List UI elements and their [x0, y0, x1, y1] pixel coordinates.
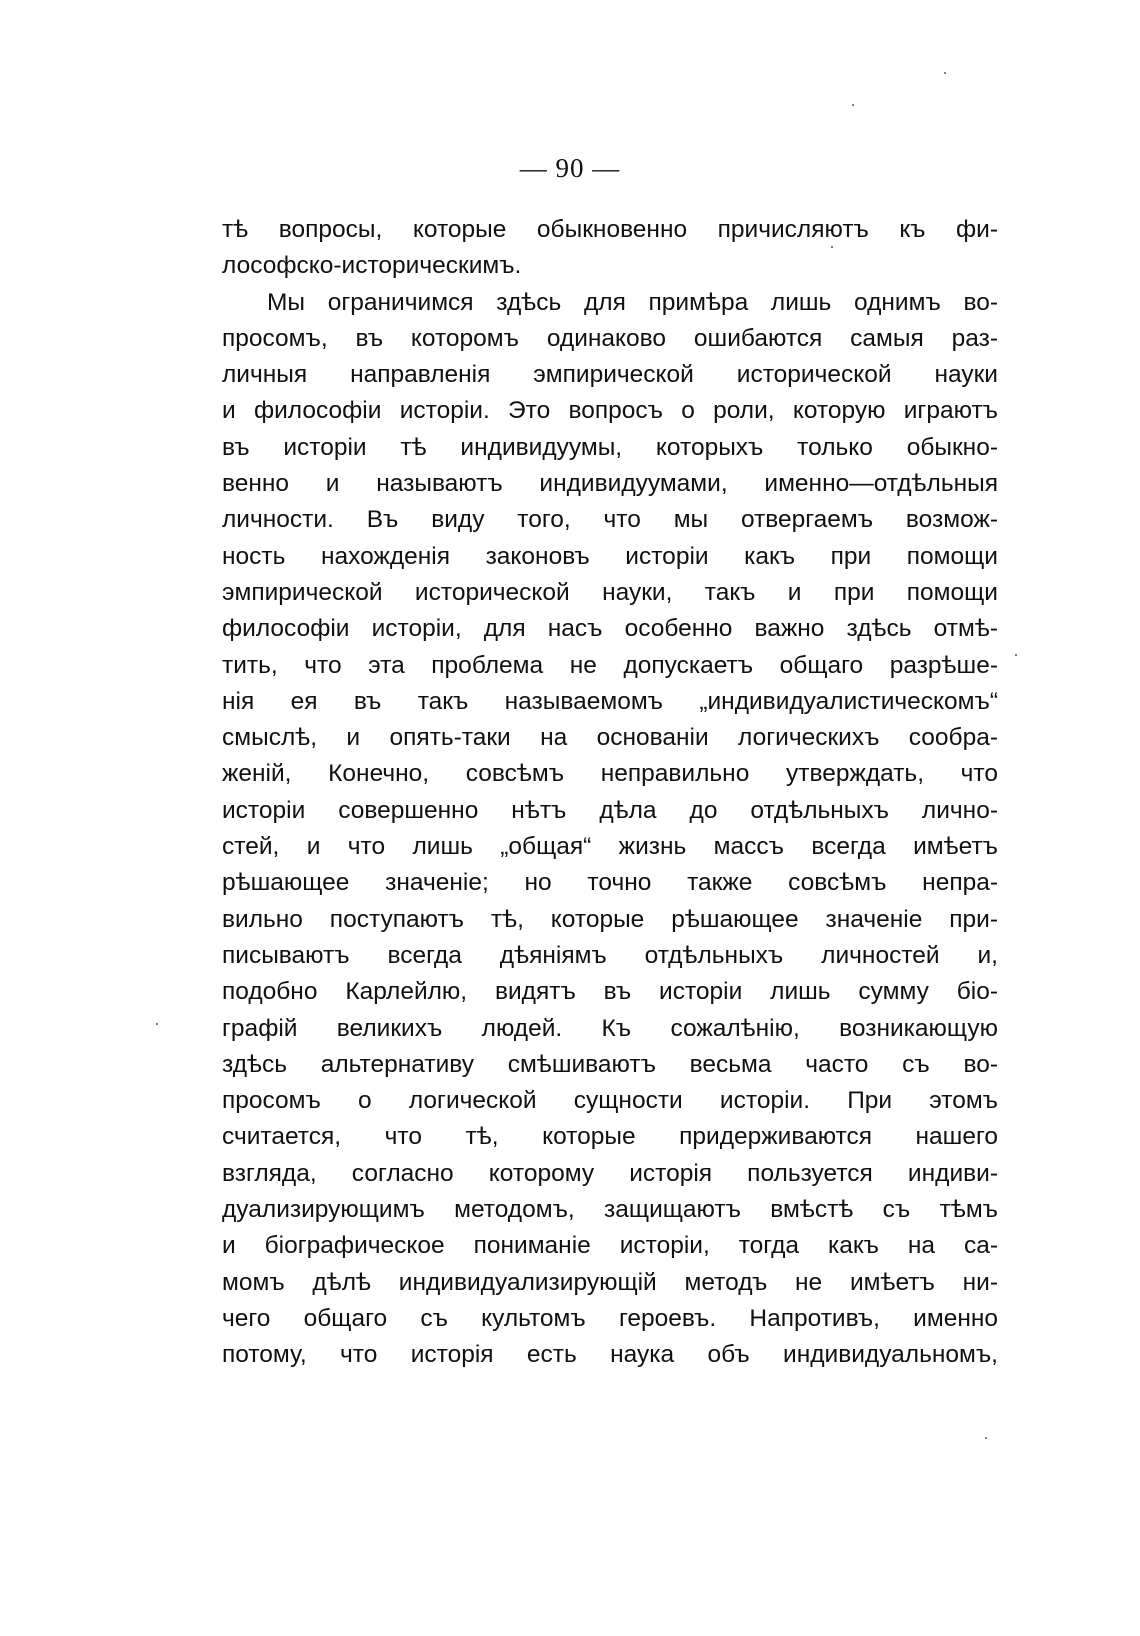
text-line: здѣсь альтернативу смѣшиваютъ весьма часто съ во-	[222, 1050, 998, 1078]
page-number: — 90 —	[519, 153, 621, 183]
text-line: графій великихъ людей. Къ сожалѣнію, возникающую	[222, 1014, 998, 1042]
text-line: тѣ вопросы, которые обыкновенно причисляютъ къ фи-	[222, 216, 998, 243]
text-line: рѣшающее значеніе; но точно также совсѣмъ непра-	[222, 869, 998, 897]
text-line: взгляда, согласно которому исторія пользуется индиви-	[222, 1159, 998, 1187]
text-line: Мы ограничимся здѣсь для примѣра лишь однимъ во-	[267, 288, 998, 316]
text-line: венно и называютъ индивидуумами, именно—отдѣльныя	[222, 470, 998, 498]
text-line: стей, и что лишь „общая“ жизнь массъ всегда имѣетъ	[222, 833, 998, 861]
scan-speck	[985, 1437, 987, 1439]
text-line: писываютъ всегда дѣяніямъ отдѣльныхъ личностей и,	[222, 941, 998, 969]
text-line: личности. Въ виду того, что мы отвергаемъ возмож-	[222, 506, 998, 534]
scan-speck	[944, 72, 946, 74]
text-line: эмпирической исторической науки, такъ и при помощи	[222, 578, 998, 606]
text-line: личныя направленія эмпирической исторической науки	[222, 361, 998, 389]
text-line: женій, Конечно, совсѣмъ неправильно утверждать, что	[222, 760, 998, 788]
text-line: нія ея въ такъ называемомъ „индивидуалистическомъ“	[222, 687, 998, 715]
scan-speck	[156, 1023, 158, 1025]
body-text	[222, 212, 998, 1374]
text-line: вильно поступаютъ тѣ, которые рѣшающее значеніе при-	[222, 905, 998, 933]
text-line: тить, что эта проблема не допускаетъ общаго разрѣше-	[222, 651, 998, 679]
text-line: дуализирующимъ методомъ, защищаютъ вмѣстѣ съ тѣмъ	[222, 1196, 998, 1224]
text-line: просомъ, въ которомъ одинаково ошибаются самыя раз-	[222, 324, 998, 352]
scan-speck	[831, 246, 833, 248]
text-line: и философіи исторіи. Это вопросъ о роли, которую играютъ	[222, 397, 998, 425]
text-line: философіи исторіи, для насъ особенно важно здѣсь отмѣ-	[222, 615, 998, 643]
text-line: смыслѣ, и опять-таки на основаніи логическихъ сообра-	[222, 724, 998, 752]
text-line: въ исторіи тѣ индивидуумы, которыхъ только обыкно-	[222, 433, 998, 461]
text-line: считается, что тѣ, которые придерживаются нашего	[222, 1123, 998, 1151]
text-line: и біографическое пониманіе исторіи, тогда какъ на са-	[222, 1232, 998, 1260]
text-line: чего общаго съ культомъ героевъ. Напротивъ, именно	[222, 1304, 998, 1332]
text-line: подобно Карлейлю, видятъ въ исторіи лишь сумму біо-	[222, 978, 998, 1006]
text-line: просомъ о логической сущности исторіи. При этомъ	[222, 1087, 998, 1115]
scan-speck	[1015, 654, 1017, 656]
scan-speck	[852, 104, 854, 106]
text-line: лософско-историческимъ.	[222, 252, 522, 280]
text-line: ность нахожденія законовъ исторіи какъ при помощи	[222, 542, 998, 570]
text-line: исторіи совершенно нѣтъ дѣла до отдѣльныхъ лично-	[222, 796, 998, 824]
text-line: потому, что исторія есть наука объ индивидуальномъ,	[222, 1341, 998, 1369]
text-line: момъ дѣлѣ индивидуализирующій методъ не имѣетъ ни-	[222, 1268, 998, 1296]
